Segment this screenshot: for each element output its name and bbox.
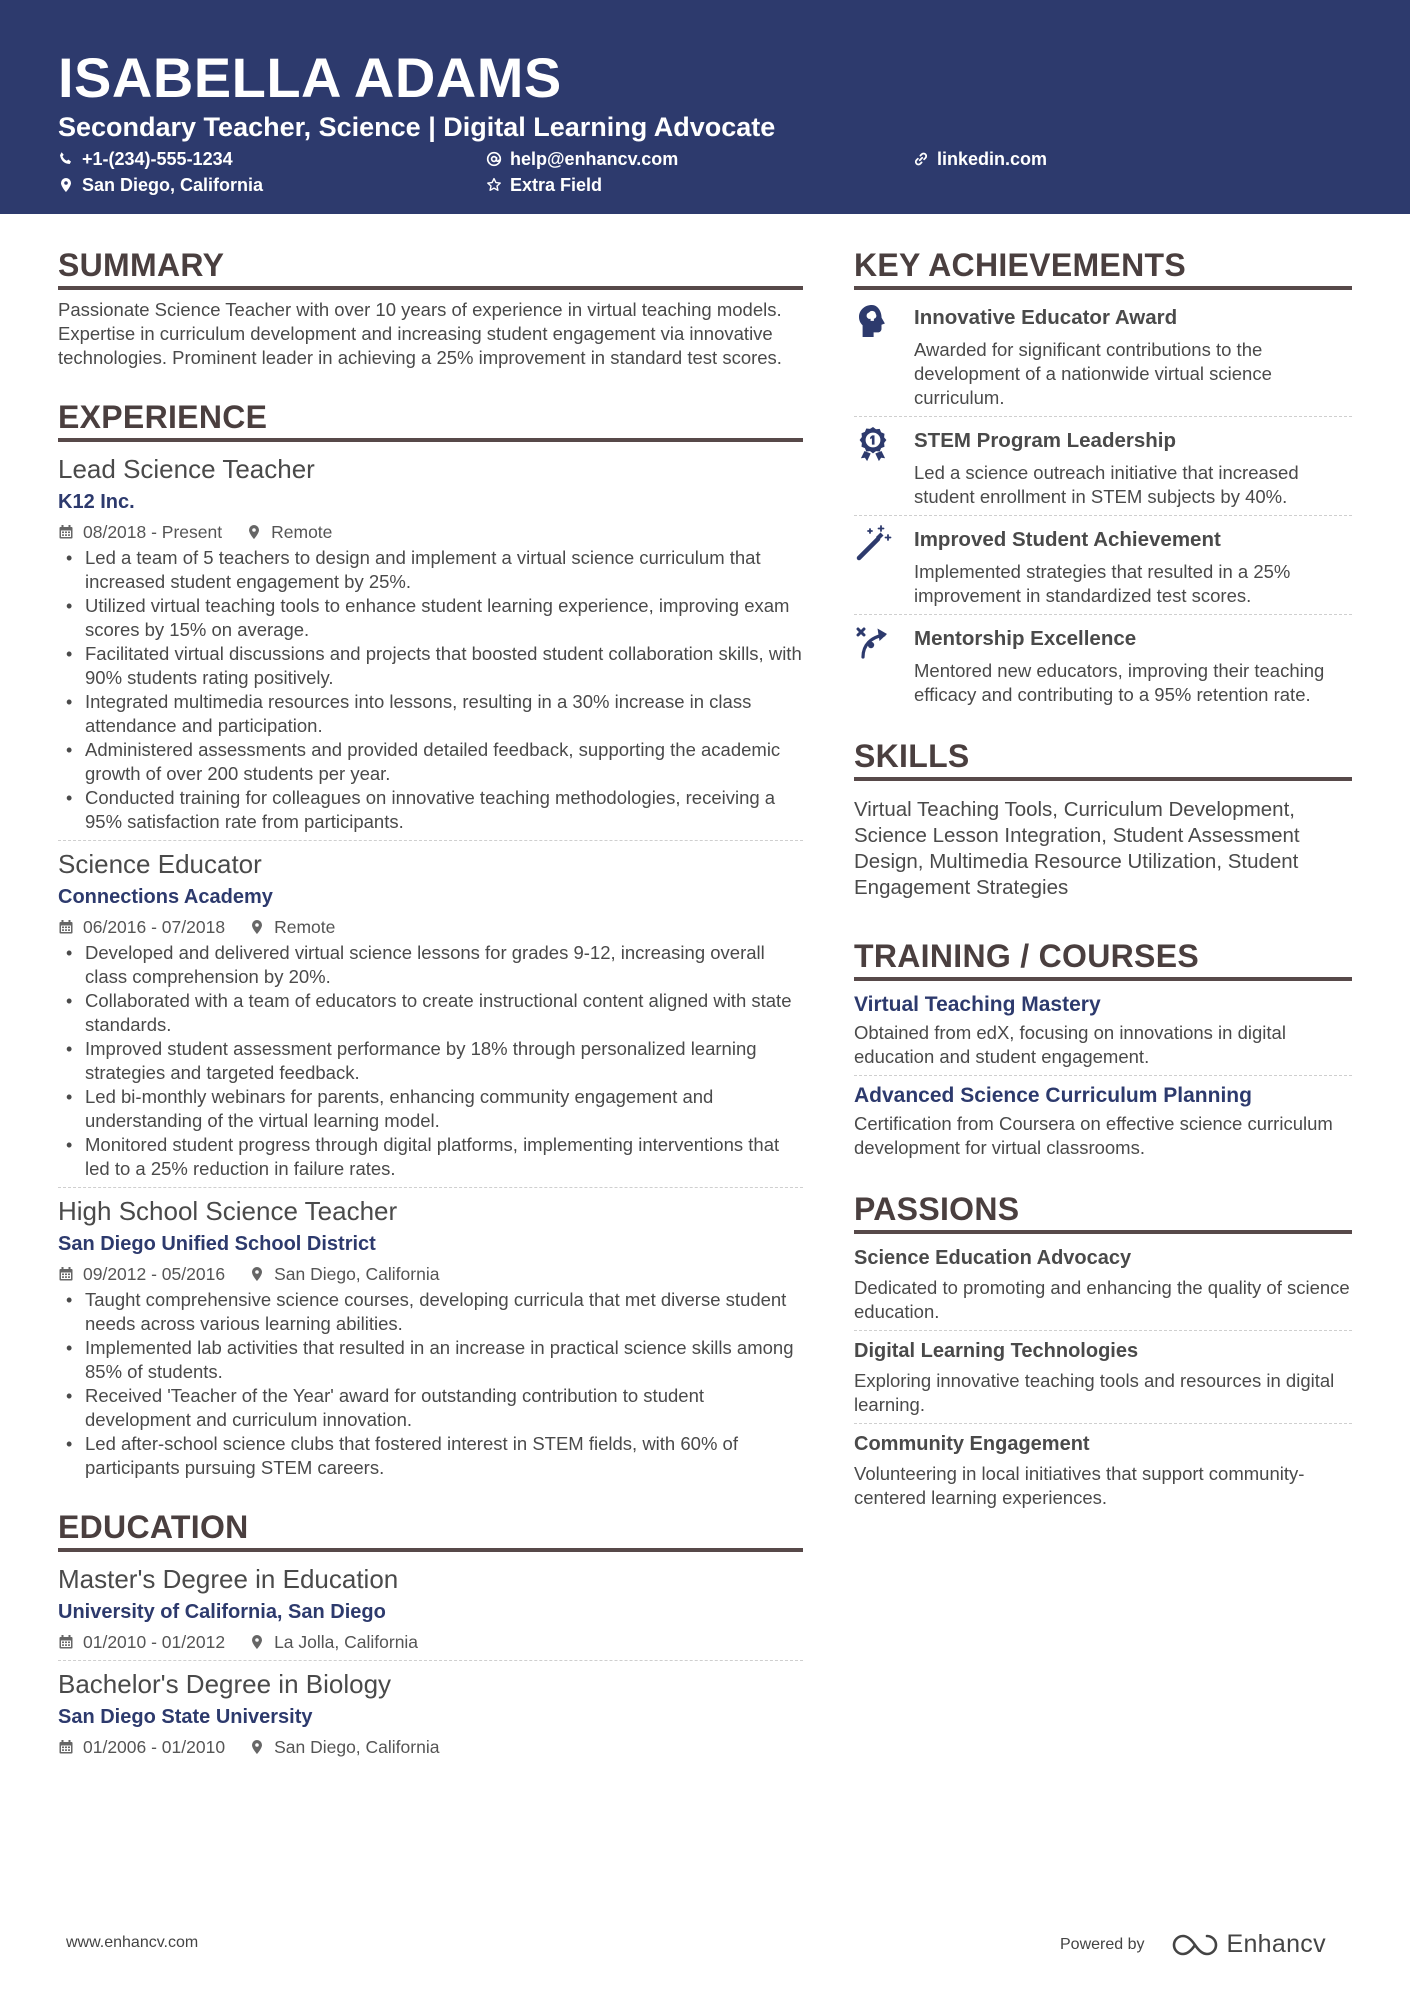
job-bullet: • Received 'Teacher of the Year' award for outstanding contribution to student development and curriculum innovation. bbox=[58, 1384, 803, 1432]
skills-heading: SKILLS bbox=[854, 737, 1352, 781]
education-entry bbox=[58, 1562, 803, 1654]
job-bullet: • Administered assessments and provided detailed feedback, supporting the academic growth of over 200 students per year. bbox=[58, 738, 803, 786]
experience-entry bbox=[58, 452, 803, 834]
passions-heading: PASSIONS bbox=[854, 1190, 1352, 1234]
achievements-section bbox=[854, 246, 1352, 707]
job-bullet: • Led bi-monthly webinars for parents, enhancing community engagement and understanding of the virtual learning model. bbox=[58, 1085, 803, 1133]
course-title: Virtual Teaching Mastery bbox=[854, 993, 1101, 1016]
job-location bbox=[249, 1262, 439, 1286]
degree-title: Bachelor's Degree in Biology bbox=[58, 1669, 392, 1699]
job-bullet: • Integrated multimedia resources into lessons, resulting in a 30% increase in class attendance and participation. bbox=[58, 690, 803, 738]
footer-website[interactable]: www.enhancv.com bbox=[66, 1934, 199, 1951]
skills-text: Virtual Teaching Tools, Curriculum Development, Science Lesson Integration, Student Assessment Design, Multimedia Resource Utilization, Student Engagement Strategies bbox=[854, 798, 1300, 899]
strategy-icon bbox=[854, 623, 892, 661]
entry-divider bbox=[854, 1423, 1352, 1424]
achievement-title: STEM Program Leadership bbox=[914, 429, 1177, 452]
experience-entry bbox=[58, 1194, 803, 1480]
job-bullets bbox=[58, 941, 803, 1181]
job-bullet: • Led a team of 5 teachers to design and implement a virtual science curriculum that increased student engagement by 25%. bbox=[58, 546, 803, 594]
company-name: Connections Academy bbox=[58, 886, 273, 908]
job-meta bbox=[58, 1262, 803, 1286]
passions-section bbox=[854, 1190, 1352, 1510]
job-bullet: • Developed and delivered virtual science lessons for grades 9-12, increasing overall class comprehension by 20%. bbox=[58, 941, 803, 989]
entry-divider bbox=[58, 1187, 803, 1188]
star-icon bbox=[486, 177, 502, 193]
right-column bbox=[854, 246, 1352, 1510]
job-bullet: • Led after-school science clubs that fostered interest in STEM fields, with 60% of participants pursuing STEM careers. bbox=[58, 1432, 803, 1480]
job-bullet: • Conducted training for colleagues on innovative teaching methodologies, receiving a 95% satisfaction rate from participants. bbox=[58, 786, 803, 834]
magic-wand-icon bbox=[854, 524, 892, 562]
achievement-item bbox=[854, 423, 1352, 509]
at-sign-icon bbox=[486, 151, 502, 167]
award-ribbon-icon bbox=[854, 425, 892, 463]
calendar-icon bbox=[58, 919, 74, 935]
job-dates: 09/2012 - 05/2016 bbox=[83, 1264, 226, 1284]
enhancv-logo-icon bbox=[1171, 1932, 1219, 1958]
course-title: Advanced Science Curriculum Planning bbox=[854, 1084, 1252, 1107]
course-description: Certification from Coursera on effective science curriculum development for virtual classrooms. bbox=[854, 1113, 1333, 1158]
job-bullet: • Implemented lab activities that resulted in an increase in practical science skills among 85% of students. bbox=[58, 1336, 803, 1384]
job-location bbox=[246, 520, 332, 544]
calendar-icon bbox=[58, 1634, 74, 1650]
education-heading: EDUCATION bbox=[58, 1508, 803, 1552]
achievement-description: Implemented strategies that resulted in a 25% improvement in standardized test scores. bbox=[914, 561, 1291, 606]
achievement-description: Mentored new educators, improving their teaching efficacy and contributing to a 95% retention rate. bbox=[914, 660, 1325, 705]
company-name: K12 Inc. bbox=[58, 491, 135, 513]
achievement-title: Improved Student Achievement bbox=[914, 528, 1221, 551]
education-location bbox=[249, 1735, 439, 1759]
education-dates: 01/2006 - 01/2010 bbox=[83, 1737, 226, 1757]
phone-icon bbox=[58, 151, 74, 167]
education-location-text: La Jolla, California bbox=[274, 1632, 419, 1652]
skills-section bbox=[854, 737, 1352, 901]
passion-item bbox=[854, 1244, 1352, 1324]
degree-title: Master's Degree in Education bbox=[58, 1564, 399, 1594]
school-name: San Diego State University bbox=[58, 1706, 313, 1728]
location-text: San Diego, California bbox=[82, 175, 264, 195]
education-meta bbox=[58, 1630, 803, 1654]
email-text[interactable]: help@enhancv.com bbox=[510, 149, 679, 169]
job-bullet: • Collaborated with a team of educators to create instructional content aligned with state standards. bbox=[58, 989, 803, 1037]
phone-contact bbox=[58, 147, 233, 171]
location-pin-icon bbox=[249, 919, 265, 935]
job-bullet: • Facilitated virtual discussions and projects that boosted student collaboration skills, with 90% students rating positively. bbox=[58, 642, 803, 690]
entry-divider bbox=[854, 1075, 1352, 1076]
entry-divider bbox=[58, 840, 803, 841]
calendar-icon bbox=[58, 1266, 74, 1282]
link-icon bbox=[913, 151, 929, 167]
footer-branding[interactable] bbox=[1060, 1930, 1326, 1959]
achievement-item bbox=[854, 300, 1352, 410]
location-pin-icon bbox=[249, 1634, 265, 1650]
job-meta bbox=[58, 520, 803, 544]
job-location bbox=[249, 915, 335, 939]
education-dates: 01/2010 - 01/2012 bbox=[83, 1632, 226, 1652]
job-dates: 08/2018 - Present bbox=[83, 522, 223, 542]
passion-description: Exploring innovative teaching tools and resources in digital learning. bbox=[854, 1370, 1335, 1415]
passion-item bbox=[854, 1337, 1352, 1417]
passion-description: Dedicated to promoting and enhancing the quality of science education. bbox=[854, 1277, 1350, 1322]
education-section bbox=[58, 1508, 803, 1759]
calendar-icon bbox=[58, 524, 74, 540]
education-entry bbox=[58, 1667, 803, 1759]
candidate-headline: Secondary Teacher, Science | Digital Learning Advocate bbox=[58, 112, 776, 142]
job-bullets bbox=[58, 1288, 803, 1480]
entry-divider bbox=[854, 1330, 1352, 1331]
passion-item bbox=[854, 1430, 1352, 1510]
location-contact bbox=[58, 173, 263, 197]
course-item bbox=[854, 991, 1352, 1069]
job-dates: 06/2016 - 07/2018 bbox=[83, 917, 226, 937]
job-bullet: • Utilized virtual teaching tools to enhance student learning experience, improving exam scores by 15% on average. bbox=[58, 594, 803, 642]
head-icon bbox=[854, 302, 892, 340]
job-bullet: • Improved student assessment performance by 18% through personalized learning strategies and targeted feedback. bbox=[58, 1037, 803, 1085]
email-contact[interactable] bbox=[486, 147, 678, 171]
left-column bbox=[58, 246, 803, 1761]
candidate-name: ISABELLA ADAMS bbox=[58, 46, 562, 109]
job-bullets bbox=[58, 546, 803, 834]
job-bullet: • Taught comprehensive science courses, developing curricula that met diverse student needs across various learning abilities. bbox=[58, 1288, 803, 1336]
location-pin-icon bbox=[249, 1739, 265, 1755]
job-location-text: San Diego, California bbox=[274, 1264, 440, 1284]
job-bullet: • Monitored student progress through digital platforms, implementing interventions that led to a 25% reduction in failure rates. bbox=[58, 1133, 803, 1181]
education-meta bbox=[58, 1735, 803, 1759]
passion-description: Volunteering in local initiatives that support community-centered learning experiences. bbox=[854, 1463, 1305, 1508]
website-text[interactable]: linkedin.com bbox=[937, 149, 1048, 169]
extra-field-contact bbox=[486, 173, 602, 197]
achievement-title: Innovative Educator Award bbox=[914, 306, 1178, 329]
passion-title: Community Engagement bbox=[854, 1433, 1090, 1455]
resume-header bbox=[0, 0, 1410, 214]
job-title: Science Educator bbox=[58, 849, 262, 879]
summary-section bbox=[58, 246, 803, 370]
job-location-text: Remote bbox=[271, 522, 333, 542]
entry-divider bbox=[854, 614, 1352, 615]
website-contact[interactable] bbox=[913, 147, 1047, 171]
summary-text: Passionate Science Teacher with over 10 years of experience in virtual teaching models. Expertise in curriculum development and increasing student engagement via innovative technologies. Prominent leader in achieving a 25% improvement in standard test scores. bbox=[58, 299, 782, 368]
phone-text: +1-(234)-555-1234 bbox=[82, 149, 233, 169]
training-section bbox=[854, 937, 1352, 1160]
achievement-item bbox=[854, 621, 1352, 707]
achievement-title: Mentorship Excellence bbox=[914, 627, 1137, 650]
company-name: San Diego Unified School District bbox=[58, 1233, 376, 1255]
location-pin-icon bbox=[58, 177, 74, 193]
powered-by-label: Powered by bbox=[1060, 1935, 1145, 1953]
experience-section bbox=[58, 398, 803, 1480]
summary-heading: SUMMARY bbox=[58, 246, 803, 290]
course-description: Obtained from edX, focusing on innovations in digital education and student engagement. bbox=[854, 1022, 1286, 1067]
school-name: University of California, San Diego bbox=[58, 1601, 386, 1623]
job-title: High School Science Teacher bbox=[58, 1196, 398, 1226]
entry-divider bbox=[854, 515, 1352, 516]
achievements-heading: KEY ACHIEVEMENTS bbox=[854, 246, 1352, 290]
education-location-text: San Diego, California bbox=[274, 1737, 440, 1757]
education-location bbox=[249, 1630, 418, 1654]
job-title: Lead Science Teacher bbox=[58, 454, 315, 484]
course-item bbox=[854, 1082, 1352, 1160]
job-meta bbox=[58, 915, 803, 939]
entry-divider bbox=[854, 416, 1352, 417]
job-location-text: Remote bbox=[274, 917, 336, 937]
entry-divider bbox=[58, 1660, 803, 1661]
passion-title: Science Education Advocacy bbox=[854, 1247, 1132, 1269]
extra-field-text: Extra Field bbox=[510, 175, 603, 195]
experience-entry bbox=[58, 847, 803, 1181]
achievement-item bbox=[854, 522, 1352, 608]
training-heading: TRAINING / COURSES bbox=[854, 937, 1352, 981]
calendar-icon bbox=[58, 1739, 74, 1755]
achievement-description: Awarded for significant contributions to the development of a nationwide virtual science curriculum. bbox=[914, 339, 1272, 408]
location-pin-icon bbox=[249, 1266, 265, 1282]
passion-title: Digital Learning Technologies bbox=[854, 1340, 1139, 1362]
achievement-description: Led a science outreach initiative that increased student enrollment in STEM subjects by 40%. bbox=[914, 462, 1299, 507]
enhancv-brand-name: Enhancv bbox=[1226, 1930, 1326, 1958]
location-pin-icon bbox=[246, 524, 262, 540]
experience-heading: EXPERIENCE bbox=[58, 398, 803, 442]
